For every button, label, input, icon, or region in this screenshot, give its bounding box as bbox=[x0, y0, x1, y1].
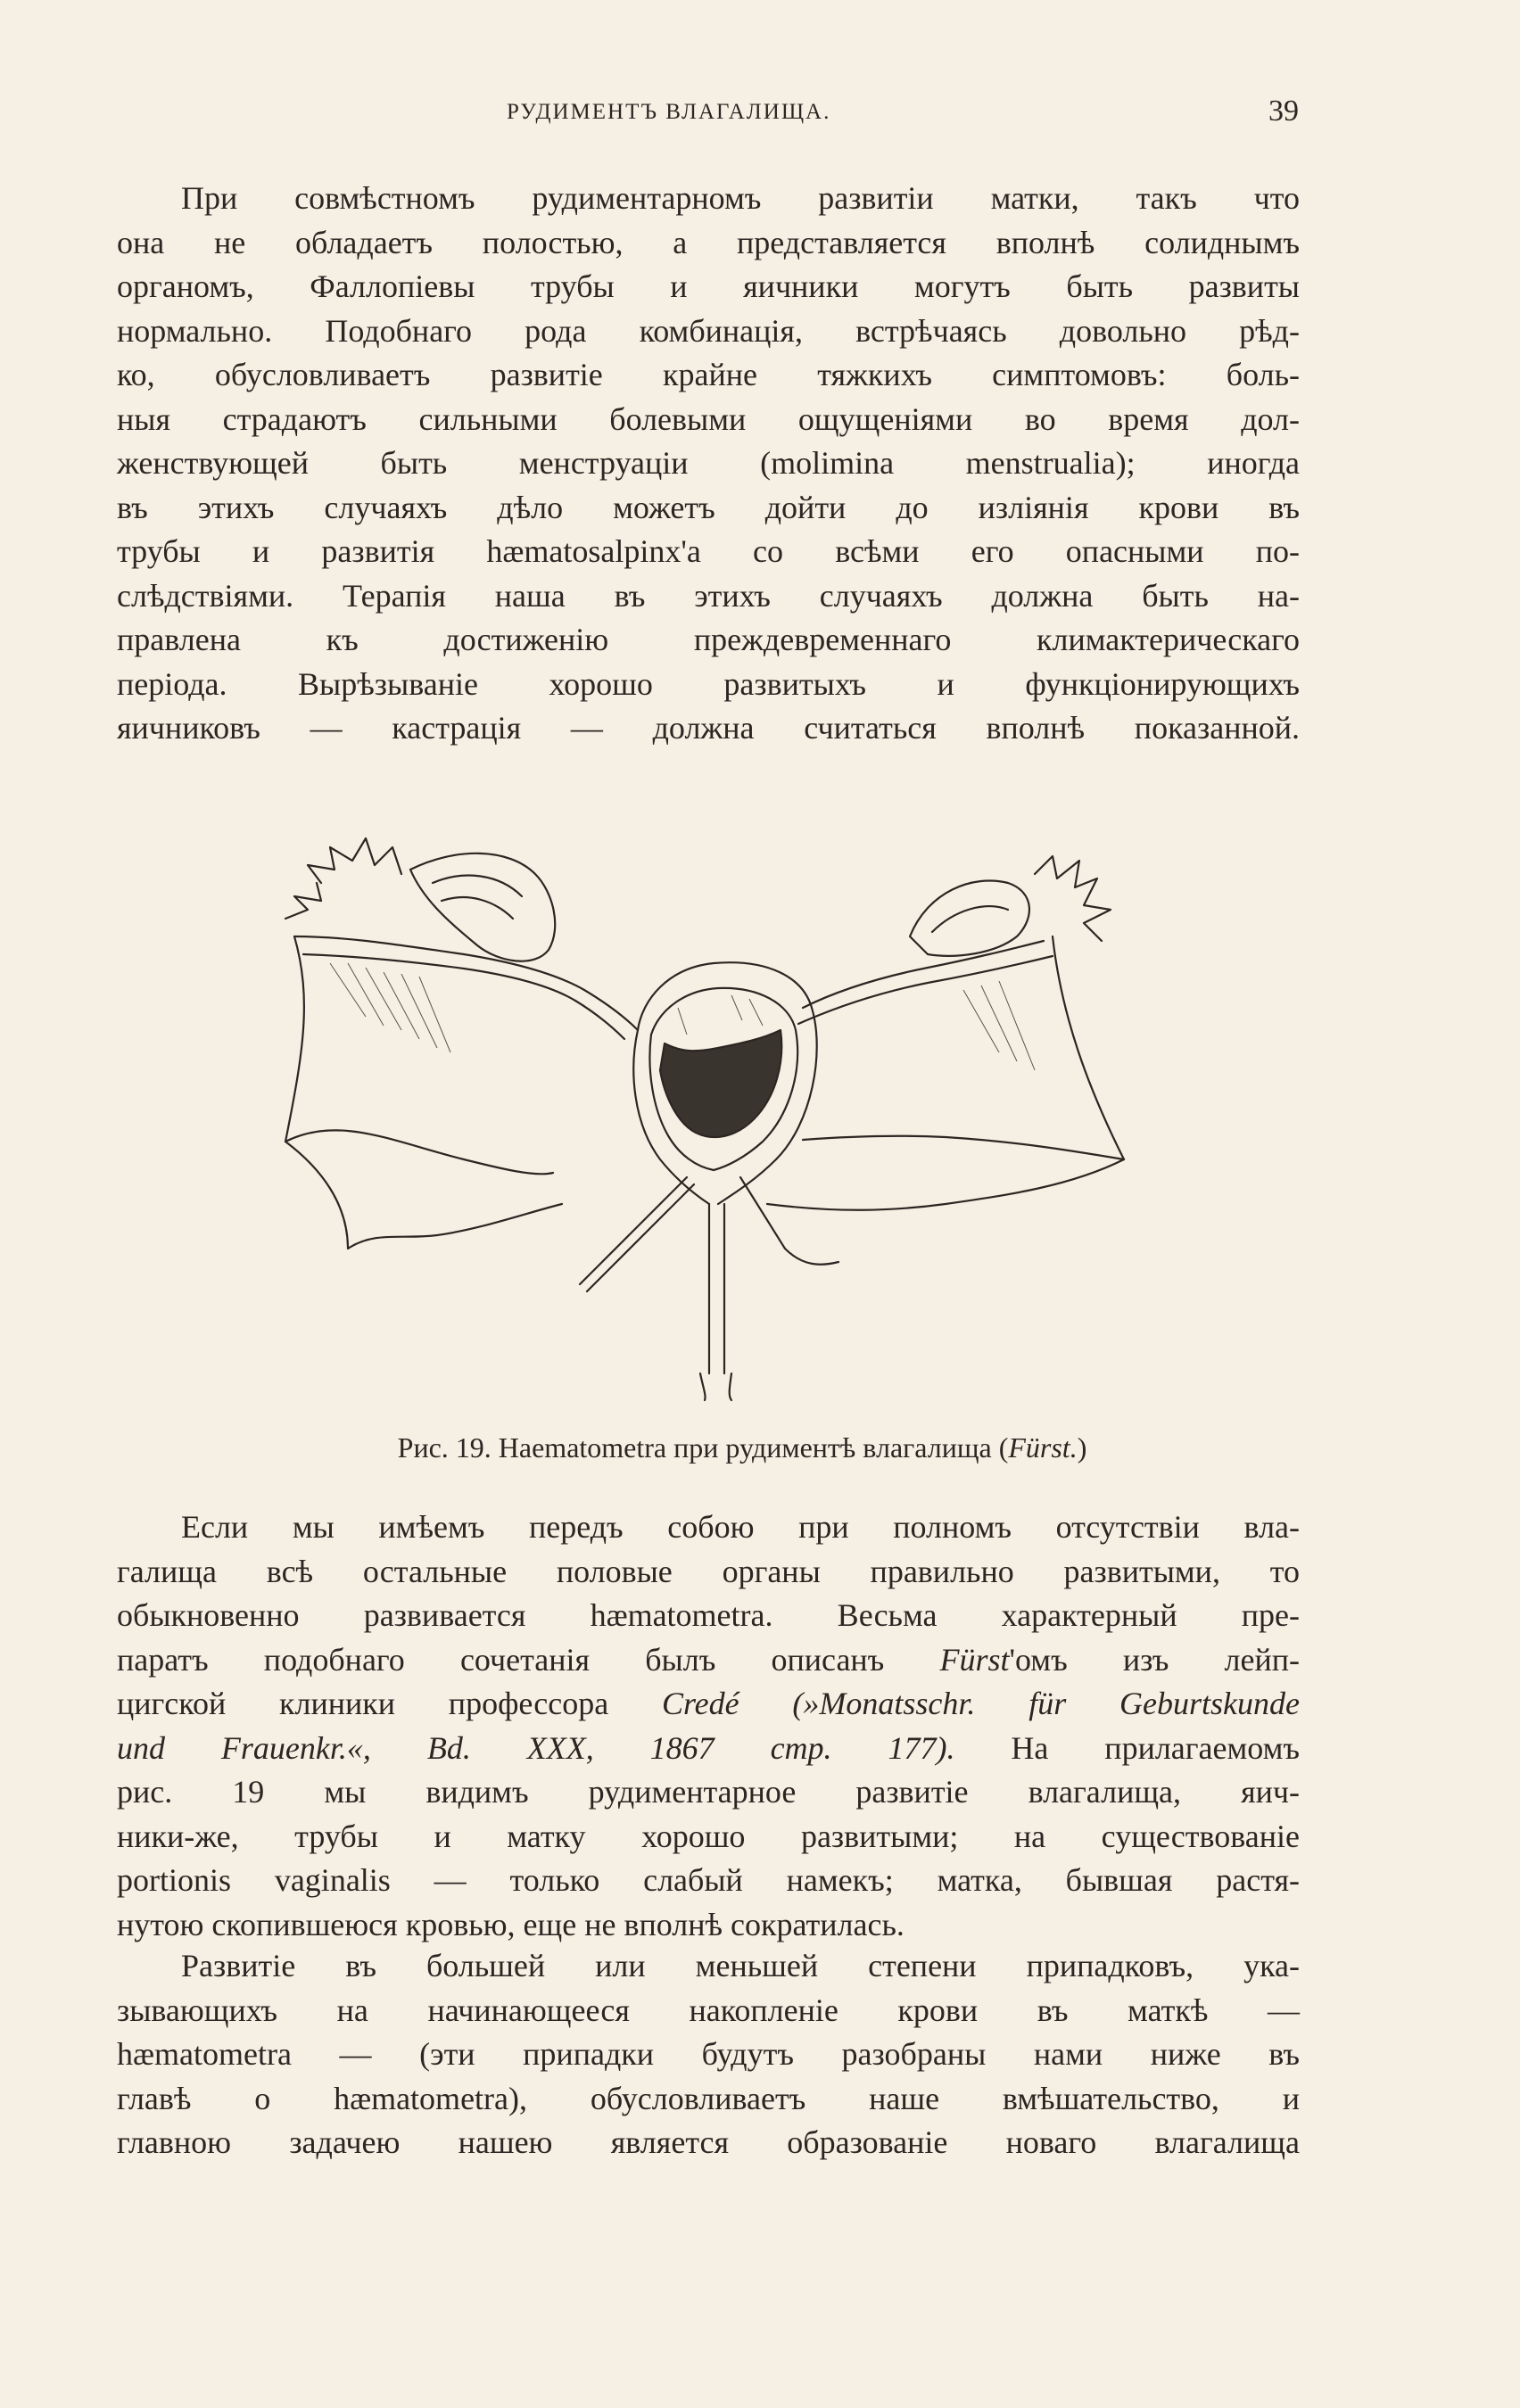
text-line: рис. 19 мы видимъ рудиментарное развитіе влагалища, яич- bbox=[117, 1774, 1300, 1810]
paragraph-3 bbox=[117, 1944, 1300, 2165]
text-line: главѣ о hæmatometra), обусловливаетъ наше вмѣшательство, и bbox=[117, 2080, 1300, 2116]
text-line: галища всѣ остальные половые органы правильно развитыми, то bbox=[117, 1553, 1300, 1589]
text-span: 'омъ изъ лейп- bbox=[1009, 1641, 1300, 1678]
page-number: 39 bbox=[1268, 95, 1299, 128]
author-name: Fürst bbox=[939, 1641, 1010, 1678]
text-line: hæmatometra — (эти припадки будутъ разобраны нами ниже въ bbox=[117, 2036, 1300, 2072]
text-line: въ этихъ случаяхъ дѣло можетъ дойти до изліянія крови въ bbox=[117, 489, 1300, 525]
text-line bbox=[117, 1638, 1300, 1683]
text-line: зывающихъ на начинающееся накопленіе крови въ маткѣ — bbox=[117, 1992, 1300, 2028]
text-line: Если мы имѣемъ передъ собою при полномъ отсутствіи вла- bbox=[181, 1509, 1300, 1545]
caption-author: Fürst. bbox=[1008, 1431, 1078, 1464]
text-line: нормально. Подобнаго рода комбинація, встрѣчаясь довольно рѣд- bbox=[117, 312, 1300, 349]
text-line bbox=[117, 1682, 1300, 1727]
figure-caption bbox=[0, 1431, 1520, 1464]
text-line: слѣдствіями. Терапія наша въ этихъ случаяхъ должна быть на- bbox=[117, 577, 1300, 614]
text-span: На прилагаемомъ bbox=[1011, 1729, 1300, 1766]
text-line: періода. Вырѣзываніе хорошо развитыхъ и функціонирующихъ bbox=[117, 665, 1300, 702]
text-line: Развитіе въ большей или меньшей степени припадковъ, ука- bbox=[181, 1948, 1300, 1983]
text-line bbox=[117, 1727, 1300, 1771]
text-line: portionis vaginalis — только слабый намекъ; матка, бывшая растя- bbox=[117, 1862, 1300, 1898]
text-line: правлена къ достиженію преждевременнаго климактерическаго bbox=[117, 622, 1300, 657]
paragraph-2 bbox=[117, 1505, 1300, 1947]
text-line: обыкновенно развивается hæmatometra. Весьма характерный пре- bbox=[117, 1597, 1300, 1633]
text-line: нутою скопившеюся кровью, еще не вполнѣ сократилась. bbox=[117, 1906, 905, 1942]
paragraph-1 bbox=[117, 177, 1300, 751]
caption-text: Рис. 19. Haematometra при рудиментѣ влагалища ( bbox=[397, 1431, 1009, 1464]
running-title: РУДИМЕНТЪ ВЛАГАЛИЩА. bbox=[507, 100, 831, 124]
text-line: ко, обусловливаетъ развитіе крайне тяжкихъ симптомовъ: боль- bbox=[117, 357, 1300, 392]
citation: Credé (»Monatsschr. für Geburtskunde bbox=[662, 1686, 1300, 1721]
text-line: главною задачею нашею является образованіе новаго влагалища bbox=[117, 2124, 1300, 2160]
text-span: паратъ подобнаго сочетанія былъ описанъ bbox=[117, 1641, 885, 1678]
anatomical-illustration bbox=[268, 785, 1160, 1409]
caption-close: ) bbox=[1077, 1431, 1087, 1464]
text-line: женствующей быть менструаціи (molimina menstrualia); иногда bbox=[117, 445, 1300, 481]
text-line: ники-же, трубы и матку хорошо развитыми; на существованіе bbox=[117, 1818, 1300, 1854]
text-span: цигской клиники профессора bbox=[117, 1686, 609, 1721]
text-line: яичниковъ — кастрація — должна считаться вполнѣ показанной. bbox=[117, 710, 1300, 746]
text-line: При совмѣстномъ рудиментарномъ развитіи матки, такъ что bbox=[181, 180, 1300, 216]
text-line: трубы и развитія hæmatosalpinx'а со всѣми его опасными по- bbox=[117, 533, 1300, 569]
haematometra-drawing bbox=[268, 785, 1160, 1409]
text-line: она не обладаетъ полостью, а представляется вполнѣ солиднымъ bbox=[117, 224, 1300, 260]
text-line: ныя страдаютъ сильными болевыми ощущеніями во время дол- bbox=[117, 400, 1300, 437]
text-line: органомъ, Фаллопіевы трубы и яичники могутъ быть развиты bbox=[117, 268, 1300, 304]
citation: und Frauenkr.«, Bd. XXX, 1867 стр. 177). bbox=[117, 1729, 955, 1766]
